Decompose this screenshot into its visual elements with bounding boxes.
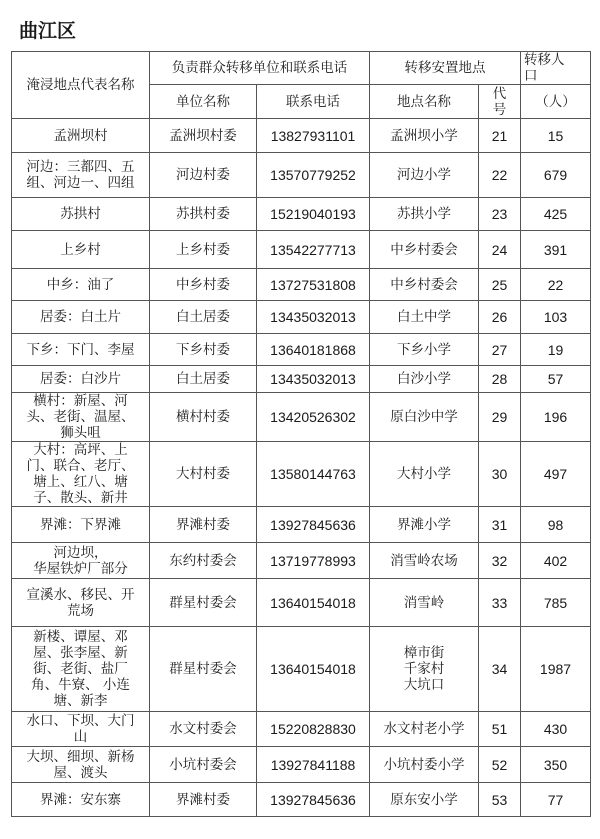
people-cell: 77 <box>521 783 591 817</box>
unit-cell: 群星村委会 <box>150 627 257 712</box>
people-cell: 391 <box>521 231 591 269</box>
location-cell: 横村：新屋、河 头、老街、温屋、 狮头咀 <box>12 393 150 442</box>
phone-cell: 13435032013 <box>257 366 370 393</box>
phone-cell: 13570779252 <box>257 153 370 198</box>
table-row <box>12 579 591 627</box>
header-people-unit: （人） <box>521 85 591 119</box>
phone-cell: 13420526302 <box>257 393 370 442</box>
phone-cell: 13542277713 <box>257 231 370 269</box>
site-cell: 孟洲坝小学 <box>370 119 479 153</box>
table-row <box>12 627 591 712</box>
phone-cell: 13719778993 <box>257 543 370 579</box>
header-resettle-group: 转移安置地点 <box>370 52 521 85</box>
code-cell: 31 <box>479 507 521 543</box>
phone-cell: 13640181868 <box>257 334 370 366</box>
people-cell: 15 <box>521 119 591 153</box>
table-row <box>12 507 591 543</box>
unit-cell: 白土居委 <box>150 366 257 393</box>
table-row <box>12 712 591 747</box>
unit-cell: 大村村委 <box>150 442 257 507</box>
code-cell: 32 <box>479 543 521 579</box>
phone-cell: 13640154018 <box>257 627 370 712</box>
unit-cell: 小坑村委会 <box>150 747 257 783</box>
site-cell: 苏拱小学 <box>370 198 479 231</box>
table-row <box>12 198 591 231</box>
table-row <box>12 301 591 334</box>
site-cell: 中乡村委会 <box>370 231 479 269</box>
header-row <box>12 52 591 85</box>
location-cell: 河边：三都四、五 组、河边一、四组 <box>12 153 150 198</box>
location-cell: 居委：白沙片 <box>12 366 150 393</box>
phone-cell: 15219040193 <box>257 198 370 231</box>
table-row <box>12 334 591 366</box>
site-cell: 白土中学 <box>370 301 479 334</box>
people-cell: 196 <box>521 393 591 442</box>
location-cell: 上乡村 <box>12 231 150 269</box>
table-row <box>12 119 591 153</box>
people-cell: 679 <box>521 153 591 198</box>
location-cell: 界滩：安东寨 <box>12 783 150 817</box>
location-cell: 水口、下坝、大门 山 <box>12 712 150 747</box>
unit-cell: 群星村委会 <box>150 579 257 627</box>
unit-cell: 苏拱村委 <box>150 198 257 231</box>
code-cell: 23 <box>479 198 521 231</box>
unit-cell: 水文村委会 <box>150 712 257 747</box>
unit-cell: 东约村委会 <box>150 543 257 579</box>
code-cell: 53 <box>479 783 521 817</box>
unit-cell: 横村村委 <box>150 393 257 442</box>
phone-cell: 13927845636 <box>257 783 370 817</box>
code-cell: 30 <box>479 442 521 507</box>
location-cell: 孟洲坝村 <box>12 119 150 153</box>
code-cell: 27 <box>479 334 521 366</box>
site-cell: 白沙小学 <box>370 366 479 393</box>
unit-cell: 河边村委 <box>150 153 257 198</box>
code-cell: 52 <box>479 747 521 783</box>
header-code: 代 号 <box>479 85 521 119</box>
code-cell: 26 <box>479 301 521 334</box>
site-cell: 下乡小学 <box>370 334 479 366</box>
people-cell: 497 <box>521 442 591 507</box>
unit-cell: 界滩村委 <box>150 507 257 543</box>
people-cell: 1987 <box>521 627 591 712</box>
phone-cell: 13727531808 <box>257 269 370 301</box>
people-cell: 402 <box>521 543 591 579</box>
site-cell: 原东安小学 <box>370 783 479 817</box>
page-title: 曲江区 <box>19 20 77 42</box>
header-unit-group: 负责群众转移单位和联系电话 <box>150 52 370 85</box>
location-cell: 大村：高坪、上 门、联合、老厅、 塘上、红八、塘 子、散头、新井 <box>12 442 150 507</box>
table-row <box>12 393 591 442</box>
site-cell: 水文村老小学 <box>370 712 479 747</box>
location-cell: 下乡：下门、李屋 <box>12 334 150 366</box>
site-cell: 中乡村委会 <box>370 269 479 301</box>
people-cell: 103 <box>521 301 591 334</box>
site-cell: 樟市街 千家村 大坑口 <box>370 627 479 712</box>
code-cell: 29 <box>479 393 521 442</box>
header-unit-name: 单位名称 <box>150 85 257 119</box>
site-cell: 消雪岭农场 <box>370 543 479 579</box>
site-cell: 小坑村委小学 <box>370 747 479 783</box>
table-row <box>12 543 591 579</box>
people-cell: 350 <box>521 747 591 783</box>
phone-cell: 13927845636 <box>257 507 370 543</box>
unit-cell: 下乡村委 <box>150 334 257 366</box>
location-cell: 苏拱村 <box>12 198 150 231</box>
phone-cell: 15220828830 <box>257 712 370 747</box>
people-cell: 57 <box>521 366 591 393</box>
location-cell: 河边坝， 华屋铁炉厂部分 <box>12 543 150 579</box>
people-cell: 430 <box>521 712 591 747</box>
people-cell: 785 <box>521 579 591 627</box>
people-cell: 425 <box>521 198 591 231</box>
table-row <box>12 783 591 817</box>
location-cell: 界滩：下界滩 <box>12 507 150 543</box>
people-cell: 98 <box>521 507 591 543</box>
code-cell: 33 <box>479 579 521 627</box>
phone-cell: 13640154018 <box>257 579 370 627</box>
table-row <box>12 269 591 301</box>
location-cell: 居委：白土片 <box>12 301 150 334</box>
location-cell: 大坝、细坝、新杨 屋、渡头 <box>12 747 150 783</box>
unit-cell: 上乡村委 <box>150 231 257 269</box>
code-cell: 22 <box>479 153 521 198</box>
code-cell: 28 <box>479 366 521 393</box>
phone-cell: 13827931101 <box>257 119 370 153</box>
site-cell: 河边小学 <box>370 153 479 198</box>
people-cell: 19 <box>521 334 591 366</box>
table-row <box>12 442 591 507</box>
phone-cell: 13435032013 <box>257 301 370 334</box>
code-cell: 24 <box>479 231 521 269</box>
location-cell: 宣溪水、移民、开 荒场 <box>12 579 150 627</box>
site-cell: 界滩小学 <box>370 507 479 543</box>
code-cell: 21 <box>479 119 521 153</box>
site-cell: 原白沙中学 <box>370 393 479 442</box>
header-phone: 联系电话 <box>257 85 370 119</box>
phone-cell: 13580144763 <box>257 442 370 507</box>
people-cell: 22 <box>521 269 591 301</box>
unit-cell: 白土居委 <box>150 301 257 334</box>
site-cell: 消雪岭 <box>370 579 479 627</box>
unit-cell: 中乡村委 <box>150 269 257 301</box>
table-row <box>12 747 591 783</box>
evacuation-table <box>11 51 591 817</box>
code-cell: 25 <box>479 269 521 301</box>
header-site-name: 地点名称 <box>370 85 479 119</box>
location-cell: 中乡：油了 <box>12 269 150 301</box>
header-people: 转移人 口 <box>521 52 591 85</box>
location-cell: 新楼、谭屋、邓 屋、张李屋、新 街、老街、盐厂 角、牛寮、 小连 塘、新李 <box>12 627 150 712</box>
table-row <box>12 231 591 269</box>
code-cell: 51 <box>479 712 521 747</box>
unit-cell: 界滩村委 <box>150 783 257 817</box>
code-cell: 34 <box>479 627 521 712</box>
site-cell: 大村小学 <box>370 442 479 507</box>
table-row <box>12 153 591 198</box>
phone-cell: 13927841188 <box>257 747 370 783</box>
unit-cell: 孟洲坝村委 <box>150 119 257 153</box>
header-location: 淹浸地点代表名称 <box>12 52 150 119</box>
table-row <box>12 366 591 393</box>
